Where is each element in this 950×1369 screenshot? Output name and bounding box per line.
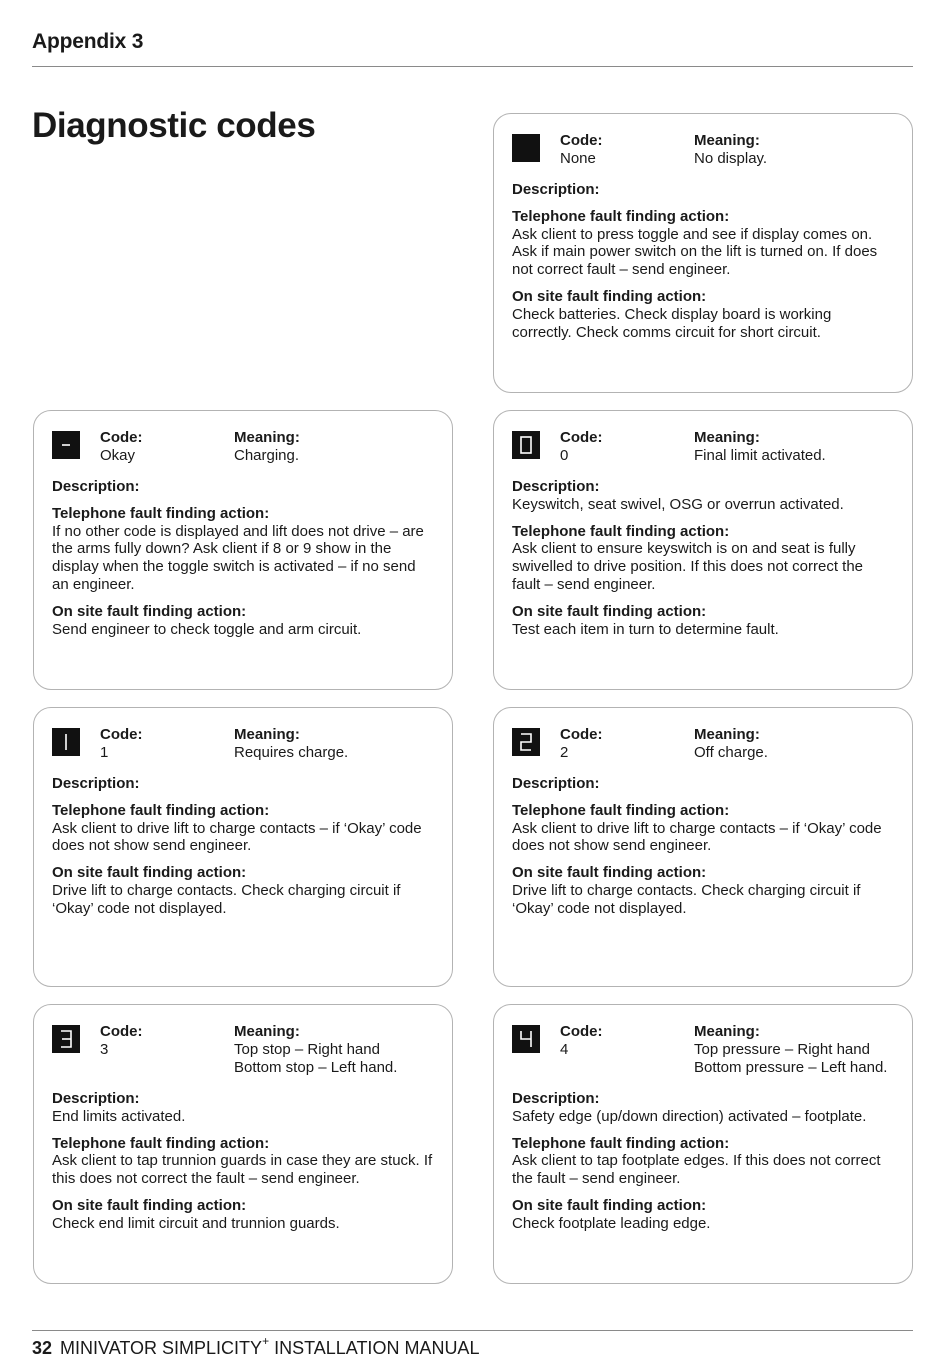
onsite-label: On site fault finding action: <box>52 1196 247 1214</box>
meaning-label: Meaning: <box>234 429 300 446</box>
display-zero-icon <box>512 431 540 459</box>
telephone-label: Telephone fault finding action: <box>512 522 730 540</box>
code-card-0 <box>493 410 913 690</box>
onsite-label: On site fault finding action: <box>52 602 247 620</box>
onsite-section <box>512 288 894 341</box>
description-section <box>512 1090 894 1126</box>
page-number: 32 <box>32 1338 53 1358</box>
code-value: 0 <box>560 446 569 464</box>
telephone-text: Ask client to drive lift to charge contacts – if ‘Okay’ code does not show send engineer. <box>52 819 422 855</box>
telephone-text: If no other code is displayed and lift does not drive – are the arms fully down? Ask client if 8 or 9 show in the display when the toggle switch is activated – if no send an engineer. <box>52 522 424 593</box>
onsite-text: Check batteries. Check display board is working correctly. Check comms circuit for short circuit. <box>512 305 832 341</box>
description-label: Description: <box>512 1090 600 1107</box>
description-label: Description: <box>52 1090 140 1107</box>
onsite-text: Check end limit circuit and trunnion guards. <box>52 1214 340 1232</box>
meaning-label: Meaning: <box>694 1023 760 1040</box>
description-label: Description: <box>512 478 600 495</box>
code-column <box>560 429 690 465</box>
onsite-label: On site fault finding action: <box>512 602 707 620</box>
onsite-text: Send engineer to check toggle and arm circuit. <box>52 620 362 638</box>
header-rule <box>32 66 913 67</box>
code-label: Code: <box>100 429 143 446</box>
telephone-text: Ask client to tap footplate edges. If this does not correct the fault – send engineer. <box>512 1152 881 1188</box>
description-text: Safety edge (up/down direction) activated – footplate. <box>512 1107 867 1125</box>
manual-title-plus: + <box>262 1334 270 1348</box>
code-card-none <box>493 113 913 393</box>
onsite-label: On site fault finding action: <box>52 864 247 882</box>
telephone-text: Ask client to press toggle and see if display comes on. Ask if main power switch on the lift is turned on. If does not correct fault – send engineer. <box>512 225 878 279</box>
description-section <box>52 1090 434 1126</box>
telephone-label: Telephone fault finding action: <box>52 1134 270 1152</box>
display-two-icon <box>512 728 540 756</box>
telephone-section <box>512 523 894 594</box>
meaning-value: Top pressure – Right hand Bottom pressure – Left hand. <box>694 1040 888 1076</box>
card-header <box>512 132 894 172</box>
display-four-icon <box>512 1025 540 1053</box>
meaning-label: Meaning: <box>694 726 760 743</box>
code-column <box>560 1023 690 1059</box>
telephone-section <box>512 802 894 855</box>
code-value: 2 <box>560 743 569 761</box>
code-label: Code: <box>100 1023 143 1040</box>
onsite-text: Check footplate leading edge. <box>512 1214 711 1232</box>
telephone-section <box>512 1135 894 1188</box>
onsite-text: Drive lift to charge contacts. Check charging circuit if ‘Okay’ code not displayed. <box>52 881 401 917</box>
onsite-text: Test each item in turn to determine fault. <box>512 620 779 638</box>
code-card-2 <box>493 707 913 987</box>
onsite-label: On site fault finding action: <box>512 287 707 305</box>
onsite-section <box>52 1197 434 1233</box>
telephone-label: Telephone fault finding action: <box>512 801 730 819</box>
telephone-section <box>52 1135 434 1188</box>
meaning-label: Meaning: <box>694 132 760 149</box>
card-header <box>52 429 434 469</box>
description-label: Description: <box>512 775 600 792</box>
description-text: Keyswitch, seat swivel, OSG or overrun activated. <box>512 495 844 513</box>
telephone-label: Telephone fault finding action: <box>52 504 270 522</box>
meaning-label: Meaning: <box>694 429 760 446</box>
page-footer <box>32 1336 479 1359</box>
telephone-label: Telephone fault finding action: <box>512 207 730 225</box>
code-column <box>100 429 230 465</box>
card-header <box>52 1023 434 1081</box>
telephone-section <box>52 802 434 855</box>
description-label: Description: <box>52 478 140 495</box>
meaning-value: Top stop – Right hand Bottom stop – Left hand. <box>234 1040 398 1076</box>
card-header <box>512 1023 894 1081</box>
description-label: Description: <box>52 775 140 792</box>
code-column <box>100 1023 230 1059</box>
code-column <box>100 726 230 762</box>
description-section <box>512 775 894 793</box>
description-section <box>512 478 894 514</box>
onsite-label: On site fault finding action: <box>512 1196 707 1214</box>
telephone-text: Ask client to tap trunnion guards in case they are stuck. If this does not correct the fault – send engineer. <box>52 1152 433 1188</box>
appendix-heading: Appendix 3 <box>32 30 144 53</box>
card-header <box>512 726 894 766</box>
description-label: Description: <box>512 181 600 198</box>
description-section <box>52 478 434 496</box>
onsite-section <box>512 864 894 917</box>
onsite-label: On site fault finding action: <box>512 864 707 882</box>
description-section <box>52 775 434 793</box>
meaning-column <box>694 726 914 762</box>
code-label: Code: <box>560 429 603 446</box>
telephone-label: Telephone fault finding action: <box>512 1134 730 1152</box>
onsite-section <box>52 603 434 639</box>
code-card-3 <box>33 1004 453 1284</box>
display-one-icon <box>52 728 80 756</box>
display-dash-icon <box>52 431 80 459</box>
footer-rule <box>32 1330 913 1331</box>
telephone-text: Ask client to ensure keyswitch is on and seat is fully swivelled to drive position. If this does not correct the fault – send engineer. <box>512 540 864 593</box>
meaning-value: Off charge. <box>694 743 768 761</box>
telephone-section <box>52 505 434 594</box>
telephone-section <box>512 208 894 279</box>
meaning-column <box>694 1023 914 1076</box>
telephone-text: Ask client to drive lift to charge contacts – if ‘Okay’ code does not show send engineer. <box>512 819 882 855</box>
meaning-column <box>234 1023 454 1076</box>
meaning-value: Charging. <box>234 446 300 464</box>
code-value: 4 <box>560 1040 569 1058</box>
manual-title-suffix: INSTALLATION MANUAL <box>269 1338 480 1358</box>
code-column <box>560 132 690 168</box>
meaning-value: Final limit activated. <box>694 446 826 464</box>
description-section <box>512 181 894 199</box>
code-label: Code: <box>560 132 603 149</box>
meaning-column <box>234 429 454 465</box>
onsite-section <box>52 864 434 917</box>
onsite-text: Drive lift to charge contacts. Check charging circuit if ‘Okay’ code not displayed. <box>512 881 861 917</box>
page-title: Diagnostic codes <box>32 106 316 145</box>
code-card-1 <box>33 707 453 987</box>
code-column <box>560 726 690 762</box>
code-value: Okay <box>100 446 136 464</box>
description-text: End limits activated. <box>52 1107 186 1125</box>
onsite-section <box>512 1197 894 1233</box>
meaning-value: Requires charge. <box>234 743 349 761</box>
display-three-icon <box>52 1025 80 1053</box>
manual-title: MINIVATOR SIMPLICITY <box>60 1338 263 1358</box>
code-card-4 <box>493 1004 913 1284</box>
card-header <box>52 726 434 766</box>
display-blank-icon <box>512 134 540 162</box>
meaning-label: Meaning: <box>234 1023 300 1040</box>
code-value: None <box>560 149 596 167</box>
code-value: 3 <box>100 1040 109 1058</box>
meaning-column <box>234 726 454 762</box>
code-label: Code: <box>560 726 603 743</box>
meaning-column <box>694 429 914 465</box>
code-label: Code: <box>100 726 143 743</box>
meaning-label: Meaning: <box>234 726 300 743</box>
code-label: Code: <box>560 1023 603 1040</box>
code-value: 1 <box>100 743 109 761</box>
code-card-okay <box>33 410 453 690</box>
meaning-column <box>694 132 914 168</box>
meaning-value: No display. <box>694 149 768 167</box>
card-header <box>512 429 894 469</box>
telephone-label: Telephone fault finding action: <box>52 801 270 819</box>
onsite-section <box>512 603 894 639</box>
